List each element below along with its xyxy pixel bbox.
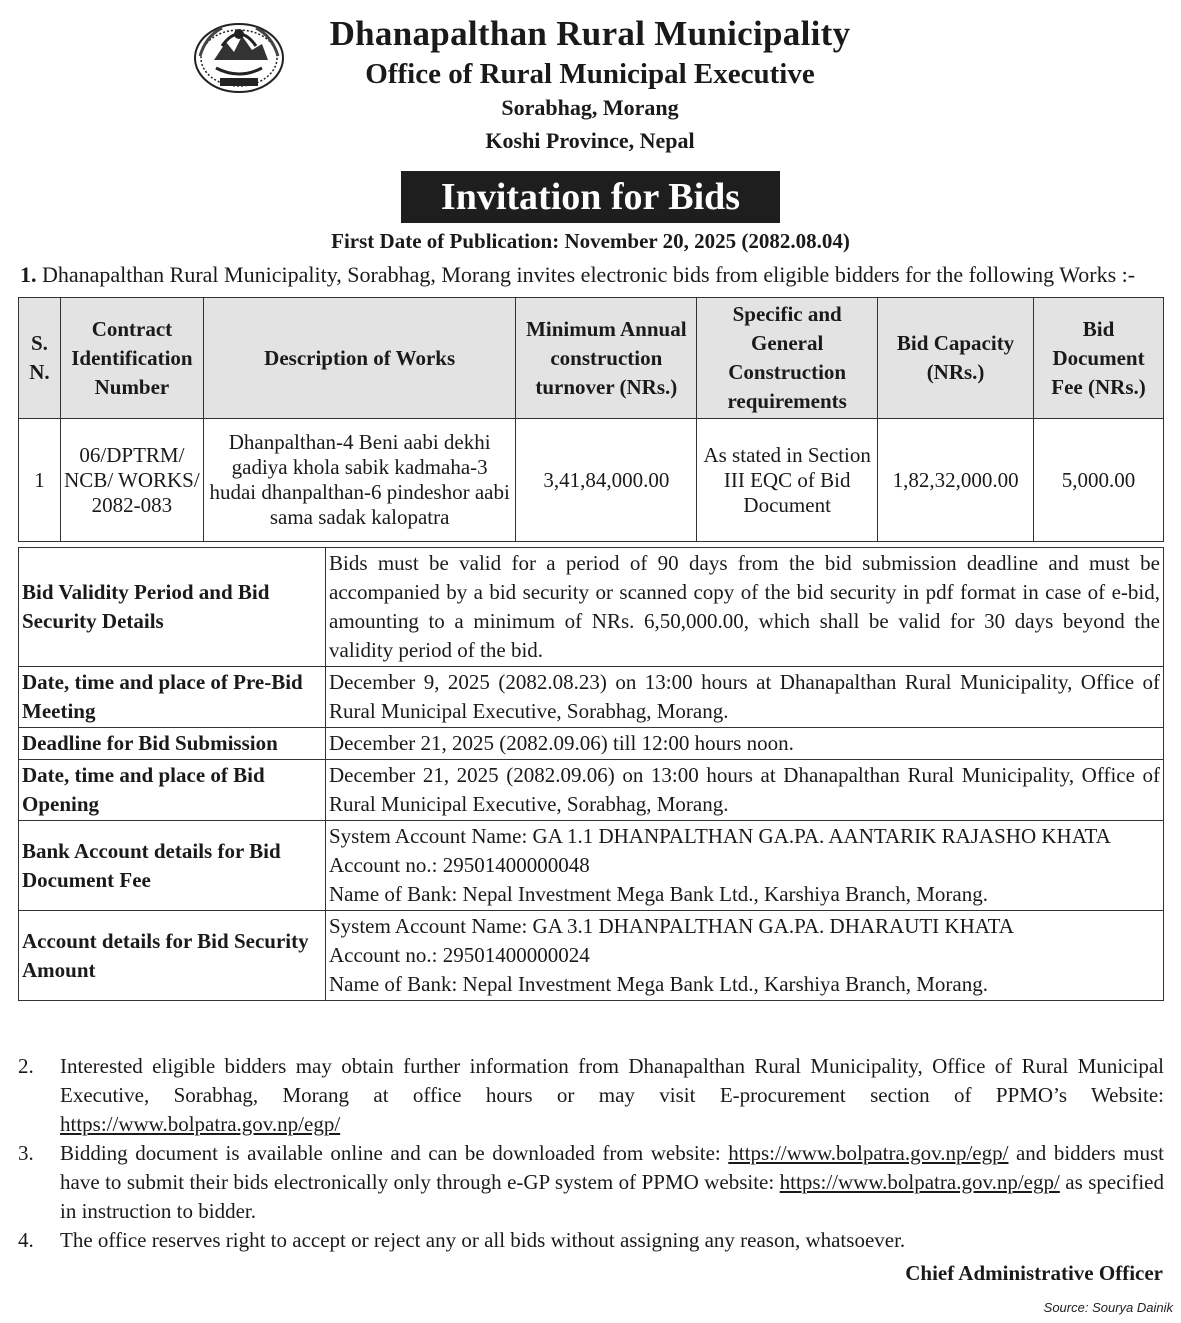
detail-label-bank-security: Account details for Bid Security Amount xyxy=(19,911,326,1001)
bank-fee-account-name: System Account Name: GA 1.1 DHANPALTHAN GA.PA. AANTARIK RAJASHO KHATA xyxy=(329,824,1111,848)
bid-details-table xyxy=(18,547,1164,1001)
intro-number: 1. xyxy=(20,262,37,287)
notes-list xyxy=(18,1052,1164,1255)
notice-title: Invitation for Bids xyxy=(401,171,780,223)
cell-turnover: 3,41,84,000.00 xyxy=(516,419,697,542)
intro-paragraph xyxy=(20,262,1170,288)
egp-link[interactable]: https://www.bolpatra.gov.np/egp/ xyxy=(779,1170,1060,1194)
bank-security-account-no: Account no.: 29501400000024 xyxy=(329,943,590,967)
list-item xyxy=(18,1226,1164,1255)
detail-label-deadline: Deadline for Bid Submission xyxy=(19,728,326,760)
detail-value-bank-fee xyxy=(326,821,1164,911)
address-line-2: Koshi Province, Nepal xyxy=(485,128,695,153)
detail-value-validity: Bids must be valid for a period of 90 days from the bid submission deadline and must be accompanied by a bid security or scanned copy of the bid security in pdf format in case of e-bid, amounting to a minimum of NRs. 6,50,000.00, which shall be valid for 30 days beyond the validity period of the bid. xyxy=(326,548,1164,667)
table-row xyxy=(19,667,1164,728)
note-text: The office reserves right to accept or reject any or all bids without assigning any reason, whatsoever. xyxy=(60,1228,906,1252)
cell-contract-id: 06/DPTRM/ NCB/ WORKS/ 2082-083 xyxy=(60,419,203,542)
organization-name: Dhanapalthan Rural Municipality xyxy=(329,14,851,53)
note-number: 2. xyxy=(18,1054,34,1078)
header-contract-id: Contract Identification Number xyxy=(60,298,203,419)
bank-fee-bank-name: Name of Bank: Nepal Investment Mega Bank Ltd., Karshiya Branch, Morang. xyxy=(329,882,988,906)
works-table-header-row xyxy=(19,298,1164,419)
egp-link[interactable]: https://www.bolpatra.gov.np/egp/ xyxy=(60,1112,341,1136)
table-row xyxy=(19,760,1164,821)
table-row xyxy=(19,548,1164,667)
cell-description: Dhanpalthan-4 Beni aabi dekhi gadiya khola sabik kadmaha-3 hudai dhanpalthan-6 pindeshor aabi sama sadak kalopatra xyxy=(203,419,515,542)
note-number: 4. xyxy=(18,1228,34,1252)
publication-date: First Date of Publication: November 20, 2025 (2082.08.04) xyxy=(331,229,850,253)
list-item xyxy=(18,1139,1164,1226)
source-credit: Source: Sourya Dainik xyxy=(1043,1300,1173,1315)
header-description: Description of Works xyxy=(203,298,515,419)
detail-label-validity: Bid Validity Period and Bid Security Details xyxy=(19,548,326,667)
list-item xyxy=(18,1052,1164,1139)
bank-fee-account-no: Account no.: 29501400000048 xyxy=(329,853,590,877)
egp-link[interactable]: https://www.bolpatra.gov.np/egp/ xyxy=(728,1141,1009,1165)
table-row xyxy=(19,821,1164,911)
cell-capacity: 1,82,32,000.00 xyxy=(878,419,1034,542)
note-number: 3. xyxy=(18,1141,34,1165)
works-table xyxy=(18,297,1164,542)
signature: Chief Administrative Officer xyxy=(905,1261,1163,1285)
header-fee: Bid Document Fee (NRs.) xyxy=(1034,298,1164,419)
notice-header xyxy=(0,0,1181,165)
detail-value-deadline: December 21, 2025 (2082.09.06) till 12:00 hours noon. xyxy=(326,728,1164,760)
table-row xyxy=(19,728,1164,760)
intro-text: Dhanapalthan Rural Municipality, Sorabhag, Morang invites electronic bids from eligible bidders for the following Works :- xyxy=(42,262,1136,287)
bank-security-bank-name: Name of Bank: Nepal Investment Mega Bank Ltd., Karshiya Branch, Morang. xyxy=(329,972,988,996)
note-text: Bidding document is available online and can be downloaded from website: https://www.bolpatra.gov.np/egp/ and bidders must have to submit their bids electronically only through e-GP system of PPMO website: https://www.bolpatra.gov.np/egp/ as specified in instruction to bidder. xyxy=(60,1141,1165,1223)
cell-fee: 5,000.00 xyxy=(1034,419,1164,542)
detail-label-bank-fee: Bank Account details for Bid Document Fee xyxy=(19,821,326,911)
bank-security-account-name: System Account Name: GA 3.1 DHANPALTHAN GA.PA. DHARAUTI KHATA xyxy=(329,914,1014,938)
detail-label-opening: Date, time and place of Bid Opening xyxy=(19,760,326,821)
header-sn: S. N. xyxy=(19,298,61,419)
note-text: Interested eligible bidders may obtain further information from Dhanapalthan Rural Municipality, Office of Rural Municipal Executive, Sorabhag, Morang at office hours or may visit E-procurement section of PPMO’s Website: https://www.bolpatra.gov.np/egp/ xyxy=(60,1054,1164,1136)
nepal-government-emblem-icon xyxy=(192,16,286,96)
detail-value-prebid: December 9, 2025 (2082.08.23) on 13:00 hours at Dhanapalthan Rural Municipality, Office of Rural Municipal Executive, Sorabhag, Morang. xyxy=(326,667,1164,728)
header-turnover: Minimum Annual construction turnover (NRs.) xyxy=(516,298,697,419)
office-name: Office of Rural Municipal Executive xyxy=(365,58,815,90)
header-requirements: Specific and General Construction requirements xyxy=(697,298,878,419)
table-row xyxy=(19,911,1164,1001)
address-line-1: Sorabhag, Morang xyxy=(501,95,679,120)
detail-value-opening: December 21, 2025 (2082.09.06) on 13:00 hours at Dhanapalthan Rural Municipality, Office of Rural Municipal Executive, Sorabhag, Morang. xyxy=(326,760,1164,821)
table-row xyxy=(19,419,1164,542)
detail-label-prebid: Date, time and place of Pre-Bid Meeting xyxy=(19,667,326,728)
detail-value-bank-security xyxy=(326,911,1164,1001)
cell-requirements: As stated in Section III EQC of Bid Document xyxy=(697,419,878,542)
cell-sn: 1 xyxy=(19,419,61,542)
header-capacity: Bid Capacity (NRs.) xyxy=(878,298,1034,419)
